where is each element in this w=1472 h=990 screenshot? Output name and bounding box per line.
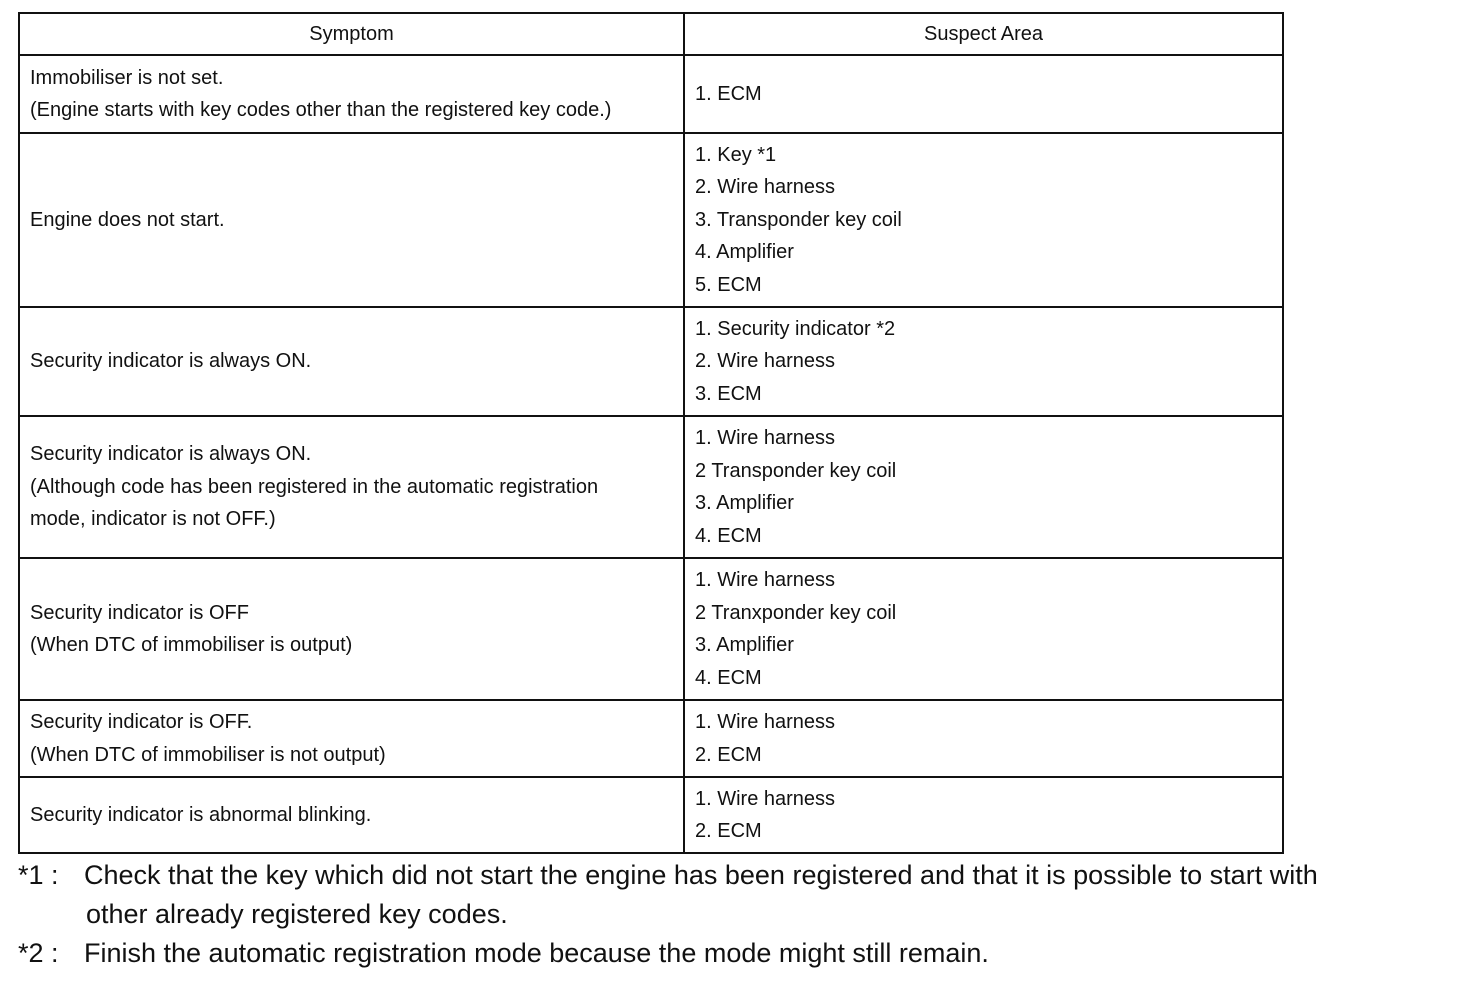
footnote-text-line: Finish the automatic registration mode because the mode might still remain. [84, 938, 989, 968]
symptom-cell [19, 416, 684, 558]
suspect-item: 1. Key *1 [695, 143, 777, 166]
symptom-line: mode, indicator is not OFF.) [30, 508, 276, 531]
suspect-area-cell [684, 700, 1283, 777]
symptom-cell [19, 558, 684, 700]
symptom-line: (When DTC of immobiliser is output) [30, 634, 353, 656]
suspect-item: 2. ECM [695, 820, 762, 842]
symptom-line: (Although code has been registered in the automatic registration [30, 475, 599, 498]
symptom-line: Security indicator is OFF [30, 601, 249, 624]
table-header-row [19, 13, 1283, 55]
symptom-cell [19, 307, 684, 416]
symptom-line: (Engine starts with key codes other than the registered key code.) [30, 99, 612, 121]
suspect-item: 2. ECM [695, 743, 762, 766]
footnote-2 [18, 934, 1458, 973]
table-row [19, 700, 1283, 777]
footnote-1 [18, 856, 1458, 934]
suspect-item: 1. Wire harness [695, 787, 836, 810]
suspect-item: 1. Security indicator *2 [695, 317, 896, 340]
suspect-item: 4. Amplifier [695, 241, 794, 264]
suspect-item: 1. ECM [695, 82, 762, 105]
suspect-area-cell [684, 133, 1283, 307]
suspect-item: 2. Wire harness [695, 350, 836, 373]
table-row [19, 55, 1283, 133]
symptom-cell [19, 777, 684, 853]
suspect-area-cell [684, 777, 1283, 853]
symptom-column-header: Symptom [19, 13, 684, 55]
suspect-item: 1. Wire harness [695, 569, 836, 591]
suspect-item: 1. Wire harness [695, 711, 836, 733]
footnote-text-line: other already registered key codes. [86, 899, 508, 929]
suspect-item: 3. ECM [695, 382, 762, 405]
suspect-item: 3. Amplifier [695, 634, 794, 656]
symptom-line: Immobiliser is not set. [30, 66, 224, 89]
suspect-item: 2 Transponder key coil [695, 459, 897, 482]
symptom-line: Security indicator is always ON. [30, 443, 312, 466]
symptom-line: Engine does not start. [30, 208, 225, 231]
suspect-area-column-header: Suspect Area [684, 13, 1283, 55]
suspect-item: 1. Wire harness [695, 427, 836, 449]
table-row [19, 777, 1283, 853]
footnotes [18, 856, 1458, 973]
troubleshooting-sheet [18, 12, 1282, 854]
footnote-mark: *1 : [18, 860, 59, 890]
symptom-cell [19, 133, 684, 307]
suspect-item: 4. ECM [695, 666, 762, 689]
suspect-area-cell [684, 307, 1283, 416]
suspect-area-cell [684, 55, 1283, 133]
footnote-mark: *2 : [18, 938, 59, 968]
table-row [19, 307, 1283, 416]
suspect-item: 2 Tranxponder key coil [695, 601, 897, 624]
suspect-item: 2. Wire harness [695, 176, 836, 199]
suspect-item: 3. Amplifier [695, 492, 794, 514]
footnote-text-line: Check that the key which did not start the engine has been registered and that it is possible to start with [84, 860, 1318, 890]
suspect-item: 4. ECM [695, 524, 762, 547]
symptom-cell [19, 55, 684, 133]
symptom-line: (When DTC of immobiliser is not output) [30, 743, 386, 766]
suspect-item: 5. ECM [695, 273, 762, 296]
symptom-line: Security indicator is always ON. [30, 350, 312, 373]
suspect-area-cell [684, 558, 1283, 700]
symptom-line: Security indicator is OFF. [30, 711, 253, 733]
symptom-line: Security indicator is abnormal blinking. [30, 803, 372, 826]
symptom-cell [19, 700, 684, 777]
problem-symptoms-table [18, 12, 1284, 854]
table-row [19, 416, 1283, 558]
table-row [19, 558, 1283, 700]
table-row [19, 133, 1283, 307]
suspect-area-cell [684, 416, 1283, 558]
suspect-item: 3. Transponder key coil [695, 208, 902, 231]
